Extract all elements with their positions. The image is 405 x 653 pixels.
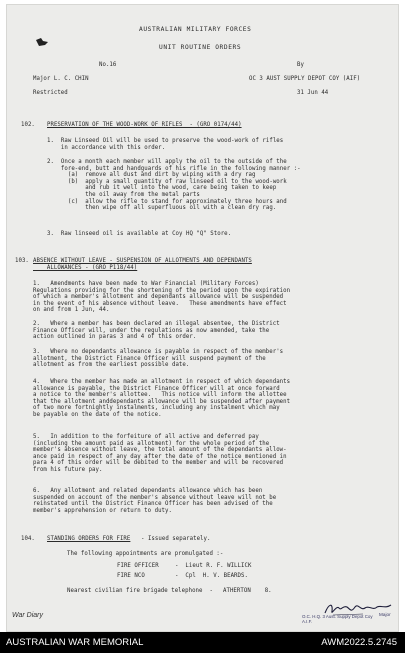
section-103-number: 103. <box>15 258 29 264</box>
section-102-para-3: 3. Raw linseed oil is available at Coy HQ "Q" Store. <box>47 231 232 237</box>
appointment-1-name: - Lieut R. F. WILLICK <box>175 563 252 569</box>
fire-brigade-telephone-value: ATHERTON 8. <box>223 588 272 594</box>
order-number: No.16 <box>99 62 117 68</box>
fire-brigade-telephone-label: Nearest civilian fire brigade telephone - <box>67 588 213 594</box>
doc-subtitle: UNIT ROUTINE ORDERS <box>159 44 242 51</box>
war-diary-annotation: War Diary <box>12 612 43 619</box>
issuing-officer: Major L. C. CHIN <box>33 76 89 82</box>
section-102-number: 102. <box>21 122 35 128</box>
appointment-1-role: FIRE OFFICER <box>117 563 159 569</box>
section-104-heading: STANDING ORDERS FOR FIRE <box>47 536 131 542</box>
section-103-para-4: 4. Where the member has made an allotment in respect of which dependants allowance is payable, the District Finance Officer will at once forward a notice to the member's allottee. This notice will inform the allottee that the allotment anddependants allowance will be suspended after payment of two more fortnightly instalments, including any instalment which may be payable on the date of the notice. <box>33 379 291 418</box>
section-103-para-5: 5. In addition to the forfeiture of all active and deferred pay (including the amount paid as allotment) for the whole period of the member's absence without leave, the total amount of the dependants allow- ance paid in respect of any day after the date of the notice mentioned in para 4 of this order will be debited to the member and will be recovered from his future pay. <box>33 434 287 473</box>
section-103-para-2: 2. Where a member has been declared an illegal absentee, the District Finance Officer will, under the regulations as now amended, take the action outlined in paras 3 and 4 of this order. <box>33 321 280 341</box>
section-102-para-1: 1. Raw Linseed Oil will be used to preserve the wood-work of rifles in accordance with this order. <box>47 138 284 151</box>
unit-stamp: O.C. H.Q. 3 Aust. Supply Depot Coy A.I.F. <box>302 614 373 624</box>
footer-institution: AUSTRALIAN WAR MEMORIAL <box>6 637 144 648</box>
footer-accession-number: AWM2022.5.2745 <box>321 637 397 648</box>
appointment-2-role: FIRE NCO <box>117 573 145 579</box>
signature-rank: Major <box>379 612 391 617</box>
classification: Restricted <box>33 90 68 96</box>
order-by: By <box>297 62 304 68</box>
appointment-2-name: - Cpl H. V. BEARDS. <box>175 573 248 579</box>
appointments-intro: The following appointments are promulgated :- <box>67 551 224 557</box>
section-104-number: 104. <box>21 536 35 542</box>
section-104-heading-tail: - Issued separately. <box>141 536 211 542</box>
section-102-para-2: 2. Once a month each member will apply the oil to the outside of the fore-end, butt and handguards of his rifle in the following manner :- (a) remove all dust and dirt by wiping with a dry rag (b) apply a small quantity of raw linseed oil to the wood-work and rub it well into the wood, care being taken to keep the oil away from the metal parts (c) allow the rifle to stand for approximately three hours and then wipe off all superfluous oil with a clean dry rag. <box>47 159 301 212</box>
section-103-para-3: 3. Where no dependants allowance is payable in respect of the member's allotment, the District Finance Officer will suspend payment of the allotment as from the earliest possible date. <box>33 349 284 369</box>
doc-title: AUSTRALIAN MILITARY FORCES <box>139 26 252 33</box>
punch-mark-icon <box>35 37 49 47</box>
archive-footer <box>0 632 405 653</box>
order-date: 31 Jun 44 <box>297 90 329 96</box>
section-102-heading: PRESERVATION OF THE WOOD-WORK OF RIFLES - (GRO 0174/44) <box>47 122 242 128</box>
section-103-para-6: 6. Any allotment and related dependants allowance which has been suspended on account of the member's absence without leave will not be reinstated until the District Finance Officer has been advised of the member's apprehension or return to duty. <box>33 488 277 514</box>
section-103-para-1: 1. Amendments have been made to War Financial (Military Forces) Regulations providing for the shortening of the period upon the expiration of which a member's allotment and dependants allowance will be suspended in the event of his absence without leave. These amendments have effect on and from 1 Jun, 44. <box>33 281 291 314</box>
issuing-unit: OC 3 AUST SUPPLY DEPOT COY (AIF) <box>249 76 361 82</box>
document-page <box>6 4 399 632</box>
section-103-heading: ABSENCE WITHOUT LEAVE - SUSPENSION OF ALLOTMENTS AND DEPENDANTS ALLOWANCES - (GRO P118/44) <box>33 258 252 271</box>
